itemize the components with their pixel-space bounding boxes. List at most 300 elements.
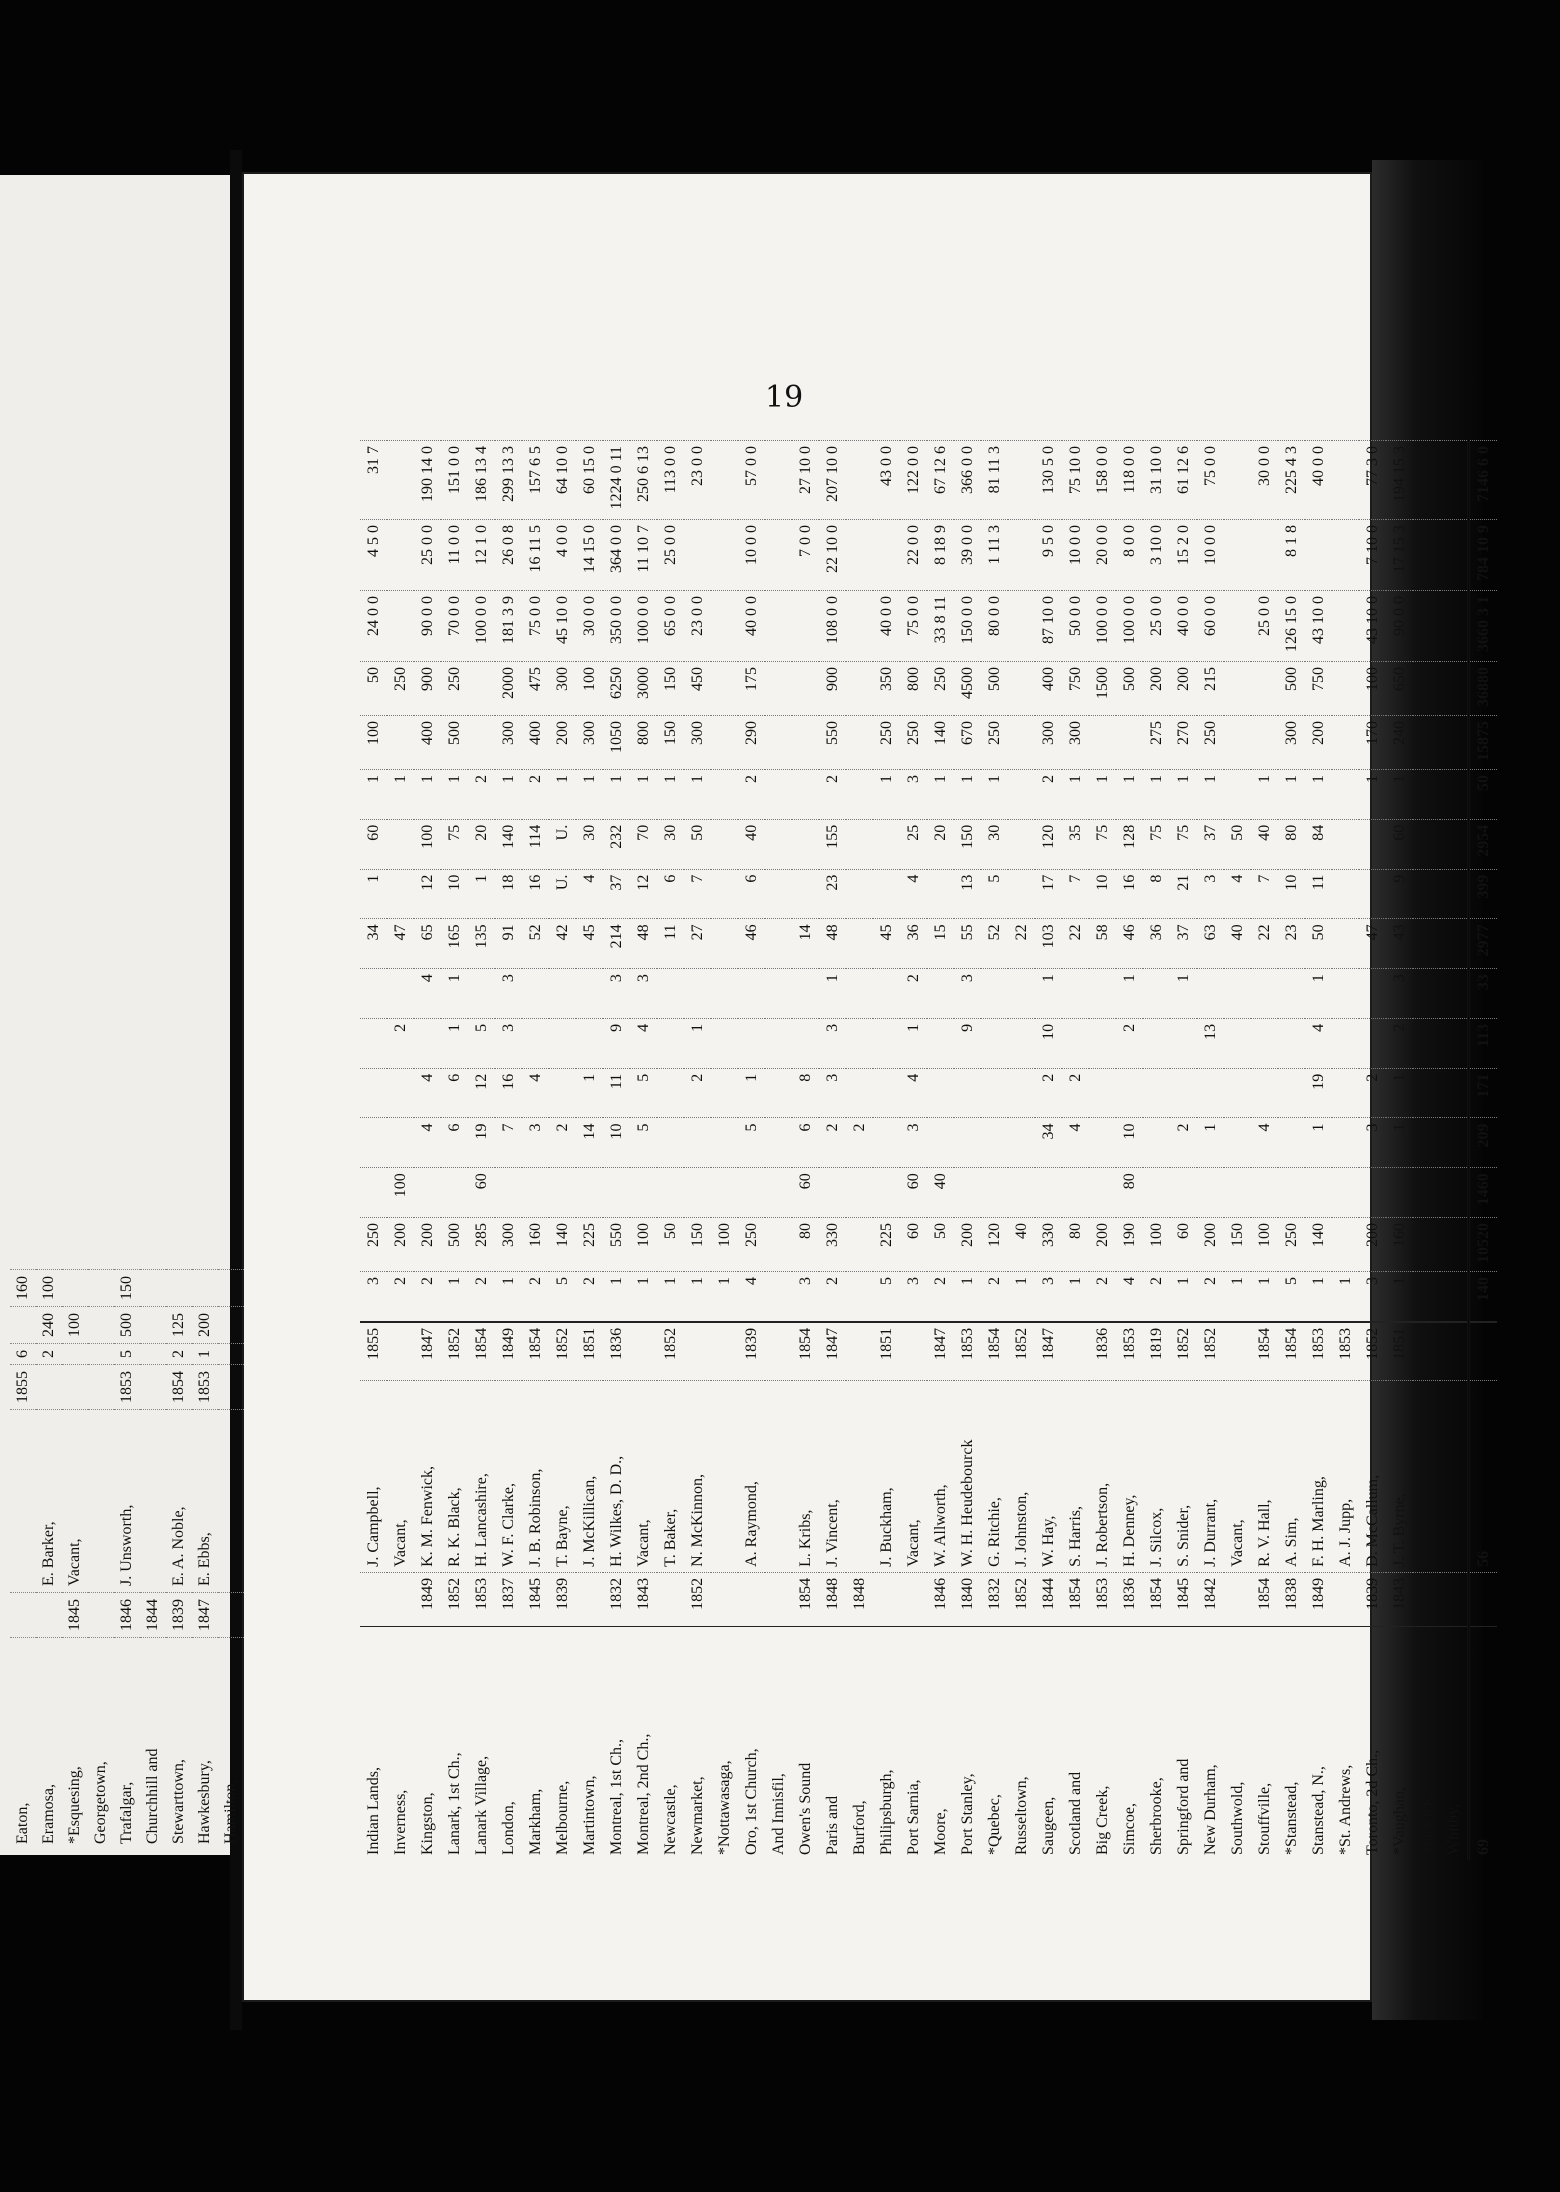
stat-cell: 1 bbox=[1359, 770, 1386, 820]
stat-cell: 900 bbox=[414, 661, 441, 715]
founded-year: 1842 bbox=[1197, 1572, 1224, 1626]
settled-year: 1847 bbox=[819, 1322, 846, 1381]
stat-cell: 2 bbox=[387, 1018, 414, 1068]
founded-year: 1843 bbox=[1386, 1572, 1413, 1626]
stat-cell: 80 0 0 bbox=[981, 591, 1008, 662]
stat-cell: 1224 0 11 bbox=[603, 441, 630, 520]
table-row bbox=[1197, 441, 1224, 1861]
pastor-name: J. T. Byrne, bbox=[1386, 1381, 1413, 1573]
stat-cell bbox=[1008, 715, 1035, 769]
stat-cell: 200 bbox=[1170, 661, 1197, 715]
stat-cell bbox=[765, 1068, 792, 1118]
stat-cell bbox=[1413, 1118, 1440, 1168]
stat-cell: 9 5 0 bbox=[1035, 520, 1062, 591]
stat-cell: 170 bbox=[1359, 715, 1386, 769]
stat-cell: 40 bbox=[1251, 819, 1278, 869]
founded-year: 1845 bbox=[62, 1593, 88, 1638]
stat-cell: 165 bbox=[441, 919, 468, 969]
stat-cell bbox=[738, 1168, 765, 1218]
stat-cell: 1 bbox=[441, 969, 468, 1019]
stat-cell bbox=[846, 441, 873, 520]
stat-cell: 1 bbox=[711, 1272, 738, 1322]
stat-cell bbox=[1413, 919, 1440, 969]
stat-cell: 250 bbox=[1197, 715, 1224, 769]
stat-cell: 2 bbox=[1116, 1018, 1143, 1068]
stat-cell bbox=[765, 1018, 792, 1068]
stat-cell bbox=[1089, 1068, 1116, 1118]
table-row bbox=[468, 441, 495, 1861]
stat-cell: 4 bbox=[1224, 869, 1251, 919]
stat-cell: 12 bbox=[414, 869, 441, 919]
stat-cell: 2 bbox=[927, 1272, 954, 1322]
stat-cell bbox=[792, 869, 819, 919]
pastor-name: Vacant, bbox=[1224, 1381, 1251, 1573]
table-row bbox=[495, 441, 522, 1861]
stat-cell: 75 bbox=[1143, 819, 1170, 869]
founded-year: 1832 bbox=[603, 1572, 630, 1626]
stat-cell: 225 bbox=[576, 1218, 603, 1272]
pastor-name: A. Raymond, bbox=[738, 1381, 765, 1573]
stat-cell bbox=[1008, 869, 1035, 919]
stat-cell: 67 12 6 bbox=[927, 441, 954, 520]
stat-cell bbox=[1386, 1168, 1413, 1218]
total-cell: 15875 bbox=[1469, 715, 1498, 769]
stat-cell: 2 bbox=[576, 1272, 603, 1322]
settled-year bbox=[36, 1365, 62, 1410]
stat-cell: 450 bbox=[684, 661, 711, 715]
stat-cell: 30 bbox=[657, 819, 684, 869]
stat-cell: 2 bbox=[1062, 1068, 1089, 1118]
stat-cell: 1 11 3 bbox=[981, 520, 1008, 591]
stat-cell: 60 0 0 bbox=[1197, 591, 1224, 662]
founded-year bbox=[36, 1593, 62, 1638]
stat-cell: 13 bbox=[954, 869, 981, 919]
stat-cell: 130 5 0 bbox=[1035, 441, 1062, 520]
founded-year bbox=[900, 1572, 927, 1626]
settled-year bbox=[711, 1322, 738, 1381]
stat-cell: 135 bbox=[468, 919, 495, 969]
stat-cell: 50 bbox=[684, 819, 711, 869]
stat-cell: 2 bbox=[1089, 1272, 1116, 1322]
stat-cell: 75 bbox=[1089, 819, 1116, 869]
founded-year: 1847 bbox=[192, 1593, 218, 1638]
stat-cell bbox=[657, 969, 684, 1019]
stat-cell: 1 bbox=[387, 770, 414, 820]
stat-cell bbox=[1170, 1168, 1197, 1218]
stat-cell bbox=[387, 441, 414, 520]
stat-cell: 40 0 0 bbox=[738, 591, 765, 662]
founded-year: 1849 bbox=[414, 1572, 441, 1626]
total-cell: 36880 bbox=[1469, 661, 1498, 715]
stat-cell bbox=[88, 1270, 114, 1307]
stat-cell: 81 11 3 bbox=[981, 441, 1008, 520]
stat-cell: 1 bbox=[360, 869, 387, 919]
stat-cell: 1 bbox=[630, 1272, 657, 1322]
stat-cell: 5 bbox=[738, 1118, 765, 1168]
stat-cell bbox=[1413, 591, 1440, 662]
stat-cell bbox=[1440, 441, 1469, 520]
founded-year bbox=[657, 1572, 684, 1626]
stat-cell bbox=[1332, 1168, 1359, 1218]
stat-cell: 2000 bbox=[495, 661, 522, 715]
stat-cell: 43 bbox=[1386, 919, 1413, 969]
stat-cell: 275 bbox=[1143, 715, 1170, 769]
church-place: Georgetown, bbox=[88, 1638, 114, 1851]
settled-year: 1836 bbox=[603, 1322, 630, 1381]
stat-cell bbox=[846, 869, 873, 919]
stat-cell bbox=[873, 520, 900, 591]
stat-cell bbox=[1332, 919, 1359, 969]
table-row bbox=[1062, 441, 1089, 1861]
stat-cell: 12 1 0 bbox=[468, 520, 495, 591]
stat-cell: 120 bbox=[1035, 819, 1062, 869]
church-place: Burford, bbox=[846, 1626, 873, 1860]
stat-cell bbox=[1008, 1118, 1035, 1168]
stat-cell: 10 bbox=[441, 869, 468, 919]
table-row bbox=[846, 441, 873, 1861]
stat-cell: 2 bbox=[981, 1272, 1008, 1322]
church-place: *Vaughan, bbox=[1386, 1626, 1413, 1860]
stat-cell: 550 bbox=[819, 715, 846, 769]
pastor-name: H. Lancashire, bbox=[468, 1381, 495, 1573]
stat-cell: 46 bbox=[1116, 919, 1143, 969]
stat-cell bbox=[1197, 969, 1224, 1019]
stat-cell bbox=[1143, 1068, 1170, 1118]
stat-cell: 100 bbox=[630, 1218, 657, 1272]
church-statistics-table bbox=[360, 440, 1497, 1860]
stat-cell: 20 bbox=[927, 819, 954, 869]
stat-cell: 1 bbox=[1224, 1272, 1251, 1322]
church-place: Lanark, 1st Ch., bbox=[441, 1626, 468, 1860]
stat-cell bbox=[873, 819, 900, 869]
stat-cell: 43 0 0 bbox=[873, 441, 900, 520]
left-fragment-row bbox=[166, 1270, 192, 1851]
stat-cell: 3 bbox=[900, 770, 927, 820]
stat-cell: 64 10 0 bbox=[549, 441, 576, 520]
settled-year bbox=[1224, 1322, 1251, 1381]
stat-cell: 8 bbox=[1143, 869, 1170, 919]
stat-cell bbox=[387, 969, 414, 1019]
stat-cell bbox=[1332, 1018, 1359, 1068]
stat-cell: 61 12 6 bbox=[1170, 441, 1197, 520]
stat-cell: 5 bbox=[873, 1272, 900, 1322]
pastor-name: Vacant, bbox=[62, 1410, 88, 1593]
church-place: Paris and bbox=[819, 1626, 846, 1860]
stat-cell: 500 bbox=[441, 715, 468, 769]
stat-cell bbox=[1224, 1168, 1251, 1218]
stat-cell: 100 0 0 bbox=[1089, 591, 1116, 662]
stat-cell: 158 0 0 bbox=[1089, 441, 1116, 520]
settled-year: 1851 bbox=[576, 1322, 603, 1381]
stat-cell: 30 bbox=[981, 819, 1008, 869]
stat-cell: 3 bbox=[819, 1068, 846, 1118]
stat-cell bbox=[1440, 1272, 1469, 1322]
stat-cell: 250 bbox=[873, 715, 900, 769]
stat-cell: 475 bbox=[522, 661, 549, 715]
stat-cell bbox=[1332, 1068, 1359, 1118]
stat-cell bbox=[1413, 661, 1440, 715]
stat-cell: 4 5 0 bbox=[360, 520, 387, 591]
stat-cell: 4 bbox=[522, 1068, 549, 1118]
stat-cell bbox=[1008, 520, 1035, 591]
stat-cell bbox=[846, 1018, 873, 1068]
pastor-name bbox=[765, 1381, 792, 1573]
stat-cell: 300 bbox=[684, 715, 711, 769]
stat-cell bbox=[218, 1344, 244, 1365]
stat-cell: 9 bbox=[1386, 869, 1413, 919]
stat-cell: 100 bbox=[576, 661, 603, 715]
stat-cell: 200 bbox=[1305, 715, 1332, 769]
stat-cell: 10 bbox=[1035, 1018, 1062, 1068]
pastor-name: A. J. Jupp, bbox=[1332, 1381, 1359, 1573]
stat-cell: 290 bbox=[738, 715, 765, 769]
stat-cell: 150 bbox=[657, 661, 684, 715]
stat-cell bbox=[792, 715, 819, 769]
stat-cell: 45 bbox=[576, 919, 603, 969]
stat-cell: 1 bbox=[1305, 1118, 1332, 1168]
table-row bbox=[522, 441, 549, 1861]
stat-cell: 55 bbox=[954, 919, 981, 969]
stat-cell bbox=[765, 591, 792, 662]
stat-cell bbox=[1197, 1068, 1224, 1118]
stat-cell: 215 bbox=[1197, 661, 1224, 715]
stat-cell: 200 bbox=[192, 1307, 218, 1344]
stat-cell: 10 0 0 bbox=[1062, 520, 1089, 591]
stat-cell: 8 0 0 bbox=[1116, 520, 1143, 591]
stat-cell: 22 bbox=[1062, 919, 1089, 969]
stat-cell bbox=[1278, 1068, 1305, 1118]
left-fragment-row bbox=[36, 1270, 62, 1851]
stat-cell: 214 bbox=[603, 919, 630, 969]
total-cell: 2977 bbox=[1469, 919, 1498, 969]
church-place: Stouffville, bbox=[1251, 1626, 1278, 1860]
stat-cell bbox=[765, 1168, 792, 1218]
stat-cell bbox=[522, 969, 549, 1019]
stat-cell: 60 bbox=[1170, 1218, 1197, 1272]
stat-cell: 16 11 5 bbox=[522, 520, 549, 591]
stat-cell bbox=[846, 770, 873, 820]
stat-cell: 6 bbox=[441, 1118, 468, 1168]
left-fragment-row bbox=[140, 1270, 166, 1851]
total-cell: 7146 6 0 bbox=[1469, 441, 1498, 520]
stat-cell bbox=[1197, 1168, 1224, 1218]
settled-year: 1839 bbox=[738, 1322, 765, 1381]
stat-cell: 65 bbox=[414, 919, 441, 969]
stat-cell: 18 bbox=[495, 869, 522, 919]
stat-cell: 186 13 4 bbox=[468, 441, 495, 520]
stat-cell: 100 bbox=[1143, 1218, 1170, 1272]
stat-cell: 240 bbox=[1386, 715, 1413, 769]
total-cell: 399 bbox=[1469, 869, 1498, 919]
stat-cell: 299 13 3 bbox=[495, 441, 522, 520]
stat-cell: 100 0 0 bbox=[630, 591, 657, 662]
stat-cell bbox=[1440, 819, 1469, 869]
stat-cell bbox=[360, 1168, 387, 1218]
stat-cell bbox=[387, 1118, 414, 1168]
stat-cell: 2 bbox=[468, 1272, 495, 1322]
stat-cell: 42 bbox=[549, 919, 576, 969]
stat-cell: 4 bbox=[1305, 1018, 1332, 1068]
stat-cell bbox=[846, 1168, 873, 1218]
stat-cell bbox=[549, 1168, 576, 1218]
stat-cell bbox=[218, 1270, 244, 1307]
stat-cell: 2 bbox=[1143, 1272, 1170, 1322]
total-cell: 113 bbox=[1469, 1018, 1498, 1068]
stat-cell: 750 bbox=[1062, 661, 1089, 715]
stat-cell bbox=[1143, 969, 1170, 1019]
stat-cell bbox=[1359, 969, 1386, 1019]
stat-cell: 250 bbox=[900, 715, 927, 769]
settled-year: 1853 bbox=[114, 1365, 140, 1410]
table-row bbox=[1116, 441, 1143, 1861]
stat-cell: 270 bbox=[1170, 715, 1197, 769]
founded-year: 1848 bbox=[819, 1572, 846, 1626]
stat-cell bbox=[711, 520, 738, 591]
stat-cell: 10 bbox=[1116, 1118, 1143, 1168]
stat-cell bbox=[765, 819, 792, 869]
stat-cell: 250 bbox=[441, 661, 468, 715]
settled-year: 1847 bbox=[414, 1322, 441, 1381]
stat-cell: 23 0 0 bbox=[684, 591, 711, 662]
founded-year: 1838 bbox=[1278, 1572, 1305, 1626]
table-row bbox=[1143, 441, 1170, 1861]
stat-cell: 650 bbox=[1386, 661, 1413, 715]
stat-cell: 2 bbox=[36, 1344, 62, 1365]
church-place: Lanark Village, bbox=[468, 1626, 495, 1860]
total-cell: 10520 bbox=[1469, 1218, 1498, 1272]
stat-cell bbox=[1062, 1018, 1089, 1068]
stat-cell: 1 bbox=[900, 1018, 927, 1068]
stat-cell: 15 bbox=[927, 919, 954, 969]
settled-year: 1854 bbox=[166, 1365, 192, 1410]
table-row bbox=[738, 441, 765, 1861]
founded-year: 1854 bbox=[1062, 1572, 1089, 1626]
stat-cell: 300 bbox=[495, 715, 522, 769]
stat-cell bbox=[792, 819, 819, 869]
table-row bbox=[792, 441, 819, 1861]
stat-cell: 250 bbox=[387, 661, 414, 715]
total-cell: 140 bbox=[1469, 1272, 1498, 1322]
stat-cell: 37 bbox=[1170, 919, 1197, 969]
stat-cell bbox=[387, 715, 414, 769]
pastor-name: S. Snider, bbox=[1170, 1381, 1197, 1573]
stat-cell: 100 bbox=[711, 1218, 738, 1272]
stat-cell bbox=[387, 591, 414, 662]
stat-cell bbox=[414, 1168, 441, 1218]
stat-cell: 5 bbox=[630, 1118, 657, 1168]
stat-cell: 1 bbox=[1062, 770, 1089, 820]
founded-year: 1849 bbox=[1305, 1572, 1332, 1626]
stat-cell: 23 0 0 bbox=[684, 441, 711, 520]
stat-cell: 100 0 0 bbox=[468, 591, 495, 662]
pastor-name: J. Durrant, bbox=[1197, 1381, 1224, 1573]
church-place: Newcastle, bbox=[657, 1626, 684, 1860]
stat-cell: 1 bbox=[576, 770, 603, 820]
stat-cell: 1 bbox=[1035, 969, 1062, 1019]
stat-cell: 1 bbox=[441, 1018, 468, 1068]
stat-cell bbox=[1440, 1218, 1469, 1272]
total-cell: 2954 bbox=[1469, 819, 1498, 869]
table-row bbox=[900, 441, 927, 1861]
stat-cell: 190 bbox=[1116, 1218, 1143, 1272]
stat-cell bbox=[846, 1272, 873, 1322]
settled-year: 1836 bbox=[1089, 1322, 1116, 1381]
church-place: *Stanstead, bbox=[1278, 1626, 1305, 1860]
church-place: Montreal, 1st Ch., bbox=[603, 1626, 630, 1860]
stat-cell: 7 0 0 bbox=[792, 520, 819, 591]
stat-cell bbox=[1332, 520, 1359, 591]
settled-year: 1852 bbox=[1359, 1322, 1386, 1381]
stat-cell: 40 bbox=[1008, 1218, 1035, 1272]
stat-cell: 100 0 0 bbox=[1116, 591, 1143, 662]
stat-cell bbox=[792, 1018, 819, 1068]
stat-cell: 300 bbox=[1062, 715, 1089, 769]
settled-year bbox=[140, 1365, 166, 1410]
stat-cell bbox=[1089, 715, 1116, 769]
stat-cell bbox=[711, 715, 738, 769]
table-row bbox=[711, 441, 738, 1861]
stat-cell bbox=[954, 1168, 981, 1218]
founded-year bbox=[1224, 1572, 1251, 1626]
stat-cell: 3 bbox=[900, 1118, 927, 1168]
church-place: Springford and bbox=[1170, 1626, 1197, 1860]
left-fragment-row bbox=[88, 1270, 114, 1851]
pastor-name: J. B. Robinson, bbox=[522, 1381, 549, 1573]
stat-cell bbox=[218, 1307, 244, 1344]
stat-cell: 2 bbox=[900, 969, 927, 1019]
founded-year bbox=[576, 1572, 603, 1626]
stat-cell bbox=[62, 1344, 88, 1365]
church-place: Hawkesbury, bbox=[192, 1638, 218, 1851]
pastor-name: D. McCallum, bbox=[1359, 1381, 1386, 1573]
pastor-name: T. Baker, bbox=[657, 1381, 684, 1573]
stat-cell bbox=[927, 1068, 954, 1118]
stat-cell: 200 bbox=[414, 1218, 441, 1272]
stat-cell bbox=[1251, 715, 1278, 769]
stat-cell: 7 10 0 bbox=[1359, 520, 1386, 591]
total-cell: 1460 bbox=[1469, 1168, 1498, 1218]
stat-cell: 100 bbox=[1359, 661, 1386, 715]
founded-year bbox=[10, 1593, 36, 1638]
stat-cell: 1 bbox=[468, 869, 495, 919]
stat-cell: 77 3 0 bbox=[1359, 441, 1386, 520]
founded-year: 1854 bbox=[1143, 1572, 1170, 1626]
settled-year: 1853 bbox=[954, 1322, 981, 1381]
stat-cell: 9 bbox=[603, 1018, 630, 1068]
settled-year: 1852 bbox=[1197, 1322, 1224, 1381]
stat-cell bbox=[140, 1344, 166, 1365]
stat-cell: 6250 bbox=[603, 661, 630, 715]
stat-cell: 108 0 0 bbox=[819, 591, 846, 662]
table-row bbox=[954, 441, 981, 1861]
stat-cell: 8 18 9 bbox=[927, 520, 954, 591]
church-place: Scotland and bbox=[1062, 1626, 1089, 1860]
settled-year: 1852 bbox=[1170, 1322, 1197, 1381]
stat-cell: 60 bbox=[360, 819, 387, 869]
total-cell: 784 10 9 bbox=[1469, 520, 1498, 591]
pastor-name: J. Robertson, bbox=[1089, 1381, 1116, 1573]
stat-cell: 5 bbox=[114, 1344, 140, 1365]
stat-cell: 63 bbox=[1197, 919, 1224, 969]
settled-year: 1852 bbox=[441, 1322, 468, 1381]
stat-cell: 19 bbox=[1305, 1068, 1332, 1118]
settled-year bbox=[630, 1322, 657, 1381]
stat-cell bbox=[1062, 1168, 1089, 1218]
stat-cell: 155 bbox=[819, 819, 846, 869]
stat-cell bbox=[927, 969, 954, 1019]
stat-cell: 40 bbox=[927, 1168, 954, 1218]
stat-cell bbox=[1440, 1168, 1469, 1218]
